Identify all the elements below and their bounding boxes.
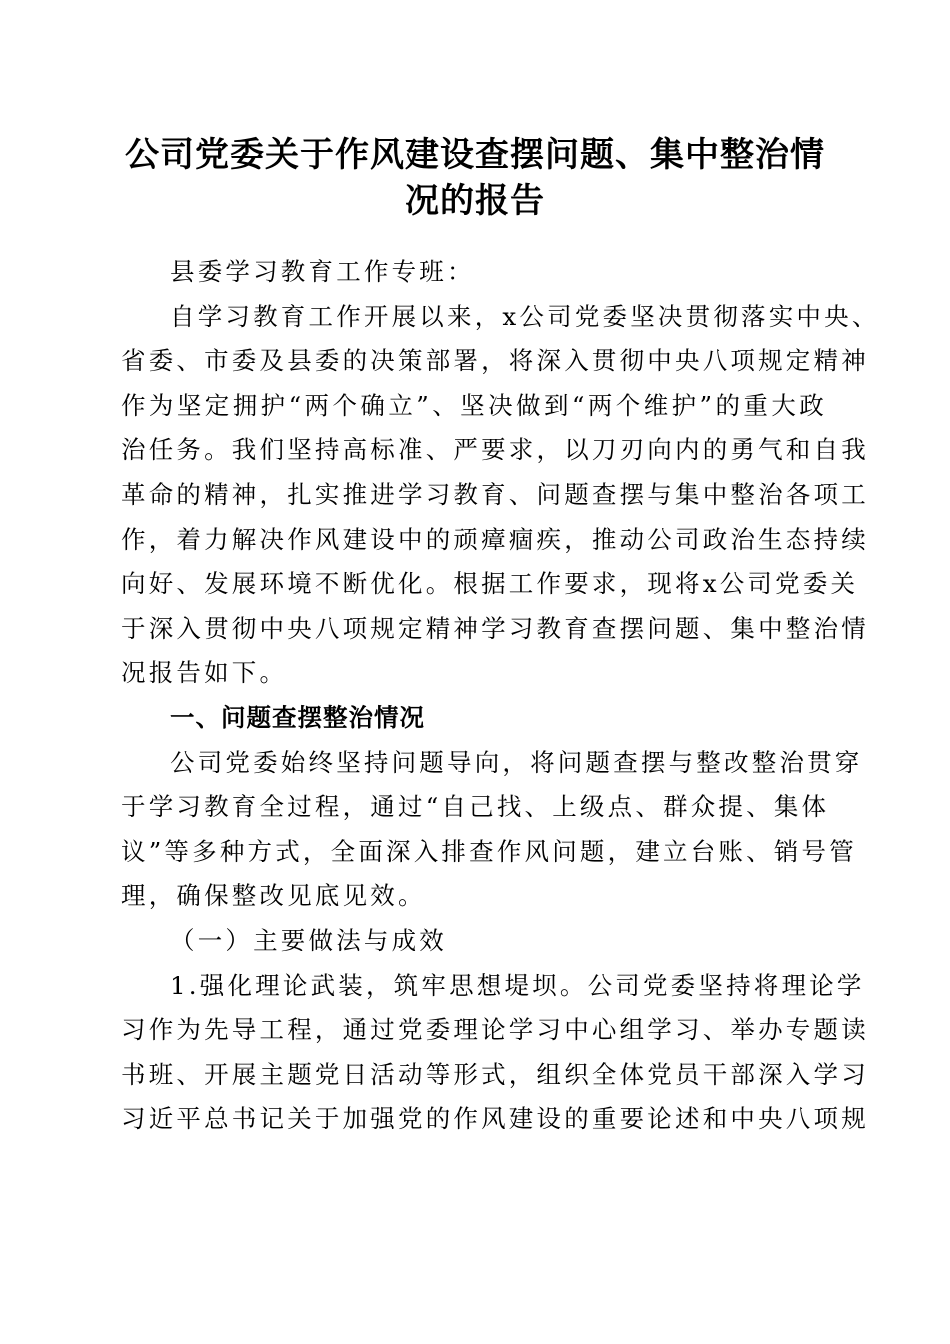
salutation: 县委学习教育工作专班： [170, 257, 475, 286]
paragraph-line: 自学习教育工作开展以来，x公司党委坚决贯彻落实中央、 [170, 301, 880, 331]
paragraph-line: 于学习教育全过程，通过“自己找、上级点、群众提、集体 [121, 792, 830, 822]
subsection-heading-1: （一）主要做法与成效 [170, 925, 447, 955]
paragraph-line: 习作为先导工程，通过党委理论学习中心组学习、举办专题读 [121, 1015, 869, 1045]
paragraph-line: 书班、开展主题党日活动等形式，组织全体党员干部深入学习 [121, 1059, 869, 1089]
paragraph-line: 况报告如下。 [121, 658, 288, 688]
paragraph-line: 议”等多种方式，全面深入排查作风问题，建立台账、销号管 [121, 836, 857, 866]
paragraph-line: 1.强化理论武装，筑牢思想堤坝。公司党委坚持将理论学 [170, 970, 865, 1000]
paragraph-line: 革命的精神，扎实推进学习教育、问题查摆与集中整治各项工 [121, 479, 869, 509]
paragraph-line: 理，确保整改见底见效。 [121, 881, 426, 911]
section-heading-1: 一、问题查摆整治情况 [170, 702, 425, 732]
paragraph-line: 治任务。我们坚持高标准、严要求，以刀刃向内的勇气和自我 [121, 435, 869, 465]
paragraph-line: 作为坚定拥护“两个确立”、坚决做到“两个维护”的重大政 [121, 390, 827, 420]
title-line-2: 况的报告 [405, 181, 545, 221]
paragraph-line: 省委、市委及县委的决策部署，将深入贯彻中央八项规定精神 [121, 346, 869, 376]
paragraph-line: 作，着力解决作风建设中的顽瘴痼疾，推动公司政治生态持续 [121, 524, 869, 554]
paragraph-section-1 [121, 741, 863, 919]
document-body [121, 250, 880, 1142]
title-line-1: 公司党委关于作风建设查摆问题、集中整治情 [125, 135, 825, 175]
paragraph-subsection-1 [121, 964, 869, 1142]
paragraph-line: 公司党委始终坚持问题导向，将问题查摆与整改整治贯穿 [170, 747, 863, 777]
paragraph-intro [121, 295, 880, 696]
document-title [100, 132, 850, 224]
paragraph-line: 向好、发展环境不断优化。根据工作要求，现将x公司党委关 [121, 569, 859, 599]
paragraph-line: 于深入贯彻中央八项规定精神学习教育查摆问题、集中整治情 [121, 613, 869, 643]
paragraph-line: 习近平总书记关于加强党的作风建设的重要论述和中央八项规 [121, 1104, 869, 1134]
